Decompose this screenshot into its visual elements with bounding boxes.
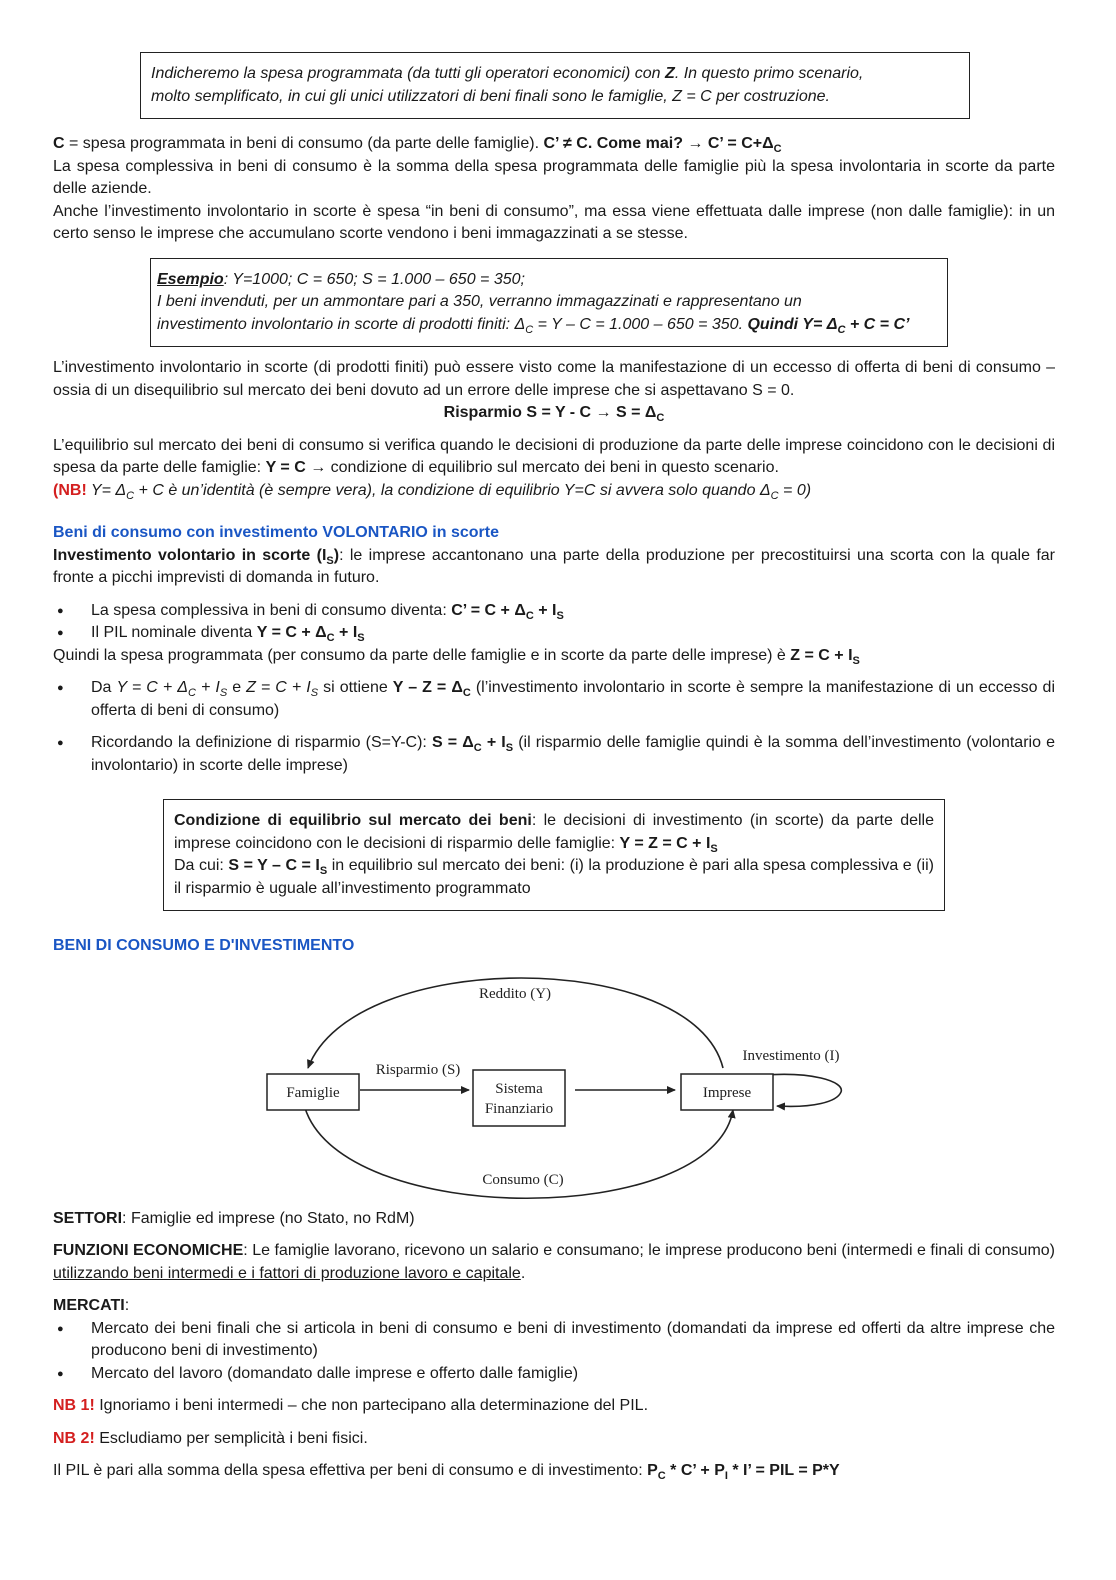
sistema-finanziario-box (473, 1070, 565, 1126)
risparmio-label: Risparmio (S) (375, 1061, 461, 1078)
paragraph-equilibrio: L’equilibrio sul mercato dei beni di consumo si verifica quando le decisioni di produzione da parte delle imprese coincidono con le decisioni di spesa da parte delle famiglie: Y = C → condizione di equilibrio sul mercato dei beni in questo scenario. (53, 436, 1055, 476)
nb2: NB 2! Escludiamo per semplicità i beni fisici. (53, 1429, 368, 1447)
nb-identity: (NB! $Y= \Delta_C + C$ è un’identità (è sempre vera), la condizione di equilibrio Y=C si avvera solo quando $\Delta_C = 0$) (53, 481, 812, 502)
paragraph-spesa: La spesa complessiva in beni di consumo è la somma della spesa programmata delle famiglie più la spesa involontaria in scorte da parte delle aziende. (53, 157, 1055, 197)
bullets-derivazioni (53, 677, 1055, 777)
example-line-2: I beni invenduti, per un ammontare pari a 350, verranno immagazzinati e rappresentano un (157, 293, 802, 310)
bullet-spesa-complessiva: ● La spesa complessiva in beni di consumo diventa: C’ = $C + \Delta_C + I_S$ (53, 600, 1055, 623)
c-definition: C = spesa programmata in beni di consumo (da parte delle famiglie). C’ ≠ C. Come mai? → C’ = $C+\Delta_C$ (53, 135, 782, 156)
imprese-label: Imprese (702, 1084, 752, 1101)
sistema-label-1: Sistema (495, 1080, 543, 1097)
settori: SETTORI: Famiglie ed imprese (no Stato, no RdM) (53, 1209, 415, 1227)
circular-flow-diagram (53, 958, 1055, 1208)
condition-text-1: Condizione di equilibrio sul mercato dei beni: le decisioni di investimento (in scorte) da parte delle imprese coincidono con le decisioni di risparmio delle famiglie: $Y = Z = C + I_S$ (174, 812, 934, 855)
nb1: NB 1! Ignoriamo i beni intermedi – che non partecipano alla determinazione del PIL. (53, 1397, 649, 1414)
equilibrium-condition-box (163, 799, 945, 911)
heading-investimento-volontario: Beni di consumo con investimento VOLONTARIO in scorte (53, 524, 499, 541)
reddito-label: Reddito (Y) (478, 985, 552, 1002)
bullets-spesa-pil (53, 600, 1055, 645)
example-line-1: Esempio: Y=1000; C = 650; S = 1.000 – 650 = 350; (157, 270, 525, 288)
famiglie-label: Famiglie (286, 1084, 340, 1101)
intro-line-1: Indicheremo la spesa programmata (da tutti gli operatori economici) con Z. In questo primo scenario, (151, 65, 864, 82)
sistema-label-2: Finanziario (484, 1100, 554, 1117)
intro-line-2: molto semplificato, in cui gli unici utilizzatori di beni finali sono le famiglie, Z = C per costruzione. (151, 87, 830, 105)
heading-beni-consumo-investimento: BENI DI CONSUMO E D'INVESTIMENTO (53, 937, 355, 954)
mercato-lavoro: ● Mercato del lavoro (domandato dalle imprese e offerto dalle famiglie) (53, 1363, 1055, 1386)
intro-box (140, 52, 970, 119)
pil-formula: Il PIL è pari alla somma della spesa effettiva per beni di consumo e di investimento: $P_C$ * C’ + $P_I$ * I’ = PIL = P*Y (53, 1462, 840, 1483)
circular-flow-svg (53, 958, 1055, 1208)
page (53, 52, 1055, 1483)
paragraph-investimento: Anche l’investimento involontario in scorte è spesa “in beni di consumo”, ma essa viene effettuata dalle imprese (non dalle famiglie): in un certo senso le imprese che accumulano scorte vendono i beni immagazzinati a se stesse. (53, 202, 1055, 242)
mercati-list (53, 1318, 1055, 1386)
paragraph-spesa-programmata: Quindi la spesa programmata (per consumo da parte delle famiglie e in scorte da parte delle imprese) è $Z = C + I_S$ (53, 646, 860, 667)
mercato-beni-finali: ● Mercato dei beni finali che si articola in beni di consumo e beni di investimento (domandati da imprese ed offerti da altre imprese che producono beni di investimento) (53, 1318, 1055, 1363)
paragraph-investimento-volontario: Investimento volontario in scorte $(I_S)$: le imprese accantonano una parte della produzione per precostituirsi una scorta con la quale far fronte a picchi imprevisti di domanda in futuro. (53, 546, 1055, 586)
example-box (150, 258, 948, 348)
condition-text-2: Da cui: $S = Y - C = I_S$ in equilibrio sul mercato dei beni: (i) la produzione è pari alla spesa complessiva e (ii) il risparmio è uguale all’investimento programmato (174, 857, 934, 897)
investimento-label: Investimento (I) (742, 1047, 840, 1064)
bullet-risparmio: ● Ricordando la definizione di risparmio (S=Y-C): $S = \Delta_C + I_S$ (il risparmio delle famiglie quindi è la somma dell’investimento (volontario e involontario) in scorte delle imprese) (53, 732, 1055, 777)
paragraph-eccesso: L’investimento involontario in scorte (di prodotti finiti) può essere visto come la manifestazione di un eccesso di offerta di beni di consumo – ossia di un disequilibrio sul mercato dei beni dovuto ad un errore delle imprese che si aspettavano S = 0. (53, 359, 1055, 399)
bullet-y-meno-z: ● Da $Y = C + \Delta_C + I_S$ e $Z = C + I_S$ si ottiene $Y - Z = \Delta_C$ (l’investimento involontario in scorte è sempre la manifestazione di un eccesso di offerta di beni di consumo) (53, 677, 1055, 722)
example-line-3: investimento involontario in scorte di prodotti finiti: $\Delta_C = Y - C = 1.000 - 650 = 350$. Quindi $Y= \Delta_C + C = C$’ (157, 315, 910, 336)
risparmio-formula: Risparmio $S = Y - C \to S = \Delta_C$ (443, 404, 665, 425)
consumo-label: Consumo (C) (482, 1171, 564, 1188)
bullet-pil-nominale: ● Il PIL nominale diventa $Y = C + \Delta_C + I_S$ (53, 622, 1055, 645)
funzioni-economiche: FUNZIONI ECONOMICHE: Le famiglie lavorano, ricevono un salario e consumano; le imprese producono beni (intermedi e finali di consumo) utilizzando beni intermedi e i fattori di produzione lavoro e capitale. (53, 1242, 1056, 1282)
mercati-heading: MERCATI: (53, 1297, 130, 1314)
